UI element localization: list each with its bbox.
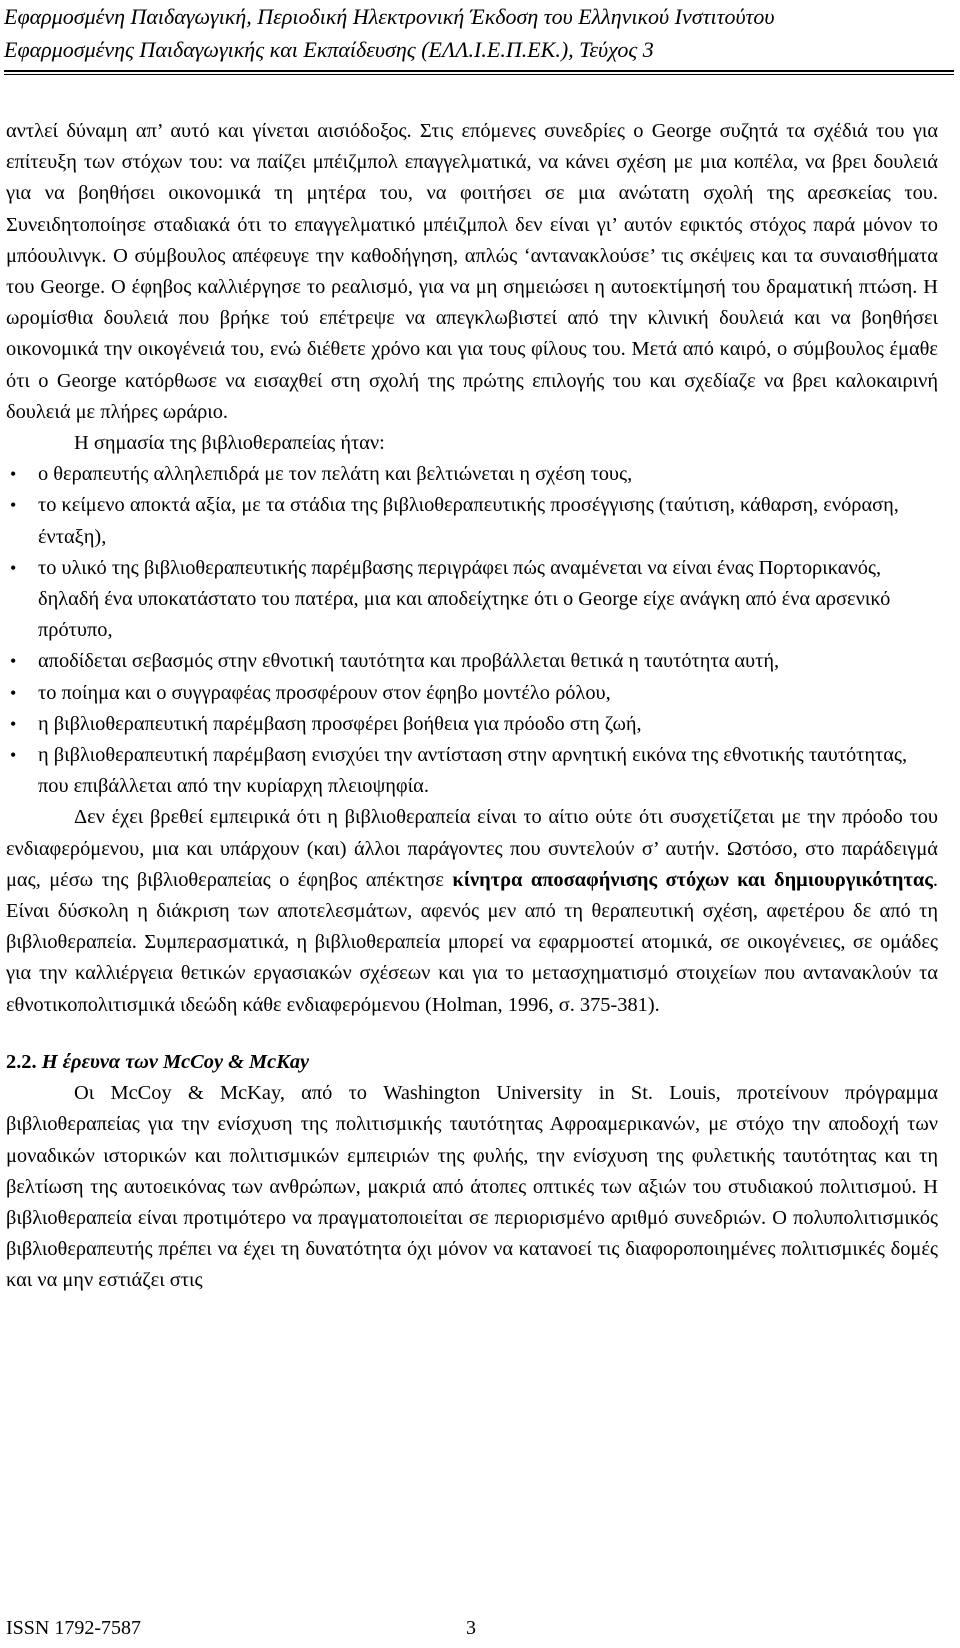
list-intro: Η σημασία της βιβλιοθεραπείας ήταν: [74,432,385,455]
list-item [6,709,938,740]
list-item-text: το υλικό της βιβλιοθεραπευτικής παρέμβασης περιγράφει πώς αναμένεται να είναι ένας Πορτορικανός, δηλαδή ένα υποκατάστατο του πατέρα, μια και αποδείχτηκε ότι ο George είχε ανάγκη από ένα αρσενικό πρότυπο, [38,556,891,642]
list-item-text: ο θεραπευτής αλληλεπιδρά με τον πελάτη και βελτιώνεται η σχέση τους, [38,463,633,486]
bullet-icon: • [10,682,17,703]
journal-header [4,0,954,66]
list-item-text: η βιβλιοθεραπευτική παρέμβαση προσφέρει βοήθεια για πρόοδο στη ζωή, [38,712,642,735]
bullet-icon: • [10,495,17,516]
list-item [6,646,938,677]
list-item-text: η βιβλιοθεραπευτική παρέμβαση ενισχύει την αντίσταση στην αρνητική εικόνα της εθνοτικής ταυτότητας, που επιβάλλεται από την κυρίαρχη πλειοψηφία. [38,744,908,798]
list-item [6,490,938,552]
significance-list [6,459,938,802]
emphasized-phrase: κίνητρα αποσαφήνισης στόχων και δημιουργικότητας [452,868,933,891]
body-paragraph-1: αντλεί δύναμη απ’ αυτό και γίνεται αισιόδοξος. Στις επόμενες συνεδρίες ο George συζητά τα σχέδιά του για επίτευξη των στόχων του: να παίζει μπέιζμπολ επαγγελματικά, να κάνει σχέση με μια κοπέλα, να βρει δουλειά για να βοηθήσει οικονομικά τη μητέρα του, να φοιτήσει σε μια ανώτατη σχολή της αρεσκείας του. Συνειδητοποίησε σταδιακά ότι το επαγγελματικό μπέιζμπολ δεν είναι γι’ αυτόν εφικτός στόχος παρά μόνον το μπόουλινγκ. Ο σύμβουλος απέφευγε την καθοδήγηση, απλώς ‘αντανακλούσε’ τις σκέψεις και τα συναισθήματα του George. Ο έφηβος καλλιέργησε το ρεαλισμό, για να μη σημειώσει η αυτοεκτίμησή του δραματική πτώση. Η ωρομίσθια δουλειά που βρήκε τού επέτρεψε να απεγκλωβιστεί από την κλινική δουλειά και να βοηθήσει οικονομικά την οικογένειά του, ενώ διέθετε χρόνο και για τους φίλους του. Μετά από καιρό, ο σύμβουλος έμαθε ότι ο George κατόρθωσε να εισαχθεί στη σχολή της πρώτης επιλογής του και σχεδίαζε να βρει καλοκαιρινή δουλειά με πλήρες ωράριο. [6,120,938,423]
bullet-icon: • [10,745,17,766]
section-number: 2.2. [6,1050,37,1073]
section-title: Η έρευνα των McCoy & McKay [41,1050,310,1073]
journal-header-line-1: Εφαρμοσμένη Παιδαγωγική, Περιοδική Ηλεκτρονική Έκδοση του Ελληνικού Ινστιτούτου [4,4,775,29]
list-item [6,740,938,802]
body-paragraph-3: Οι McCoy & McKay, από το Washington University in St. Louis, προτείνουν πρόγραμμα βιβλιοθεραπείας για την ενίσχυση της πολιτισμικής ταυτότητας Αφροαμερικανών, με στόχο την αποδοχή των μοναδικών ιστορικών και πολιτισμικών εμπειριών της φυλής, την ενίσχυση της φυλετικής ταυτότητας και τη βελτίωση της αυτοεικόνας των ανθρώπων, μακριά από άτοπες οπτικές των αξιών του στυδιακού πολιτισμού. Η βιβλιοθεραπεία είναι προτιμότερο να πραγματοποιείται σε περιορισμένο αριθμό συνεδριών. Ο πολυπολιτισμικός βιβλιοθεραπευτής πρέπει να έχει τη δυνατότητα όχι μόνον να κατανοεί τις διαφοροποιημένες πολιτισμικές δομές και να μην εστιάζει στις [6,1082,938,1292]
bullet-icon: • [10,713,17,734]
list-item [6,459,938,490]
journal-header-line-2: Εφαρμοσμένης Παιδαγωγικής και Εκπαίδευσης (ΕΛΛ.Ι.Ε.Π.ΕΚ.), Τεύχος 3 [4,37,654,62]
header-divider [4,70,954,75]
list-item [6,678,938,709]
list-item-text: το κείμενο αποκτά αξία, με τα στάδια της βιβλιοθεραπευτικής προσέγγισης (ταύτιση, κάθαρση, ενόραση, ένταξη), [38,494,899,548]
paragraph-2-text-end: . Είναι δύσκολη η διάκριση των αποτελεσμάτων, αφενός μεν από τη θεραπευτική σχέση, αφετέρου δε από τη βιβλιοθεραπεία. Συμπερασματικά, η βιβλιοθεραπεία μπορεί να εφαρμοστεί ατομικά, σε οικογένειες, σε ομάδες για την καλλιέργεια θετικών εργασιακών σχέσεων και για το μετασχηματισμό στοιχείων που αντανακλούν τα εθνοτικοπολιτισμικά ιδεώδη κάθε ενδιαφερόμενου (Holman, 1996, σ. 375-381). [6,868,939,1016]
body-paragraph-2 [6,802,938,1020]
list-item [6,553,938,647]
bullet-icon: • [10,557,17,578]
page-number: 3 [466,1617,476,1639]
bullet-icon: • [10,651,17,672]
list-item-text: αποδίδεται σεβασμός στην εθνοτική ταυτότητα και προβάλλεται θετικά η ταυτότητα αυτή, [38,650,780,673]
paragraph-2-text-start: Δεν έχει βρεθεί εμπειρικά ότι η βιβλιοθεραπεία είναι το αίτιο ούτε ότι συσχετίζεται με την πρόοδο του ενδιαφερόμενου, μια και υπάρχουν (και) άλλοι παράγοντες που συντελούν σ’ αυτήν. Ωστόσο, στο παράδειγμά μας, μέσω της βιβλιοθεραπείας ο έφηβος απέκτησε [6,806,938,891]
section-heading [6,1047,938,1078]
issn-label: ISSN 1792-7587 [6,1617,142,1639]
article-body [6,116,938,1297]
bullet-icon: • [10,464,17,485]
list-item-text: το ποίημα και ο συγγραφέας προσφέρουν στον έφηβο μοντέλο ρόλου, [38,681,611,704]
